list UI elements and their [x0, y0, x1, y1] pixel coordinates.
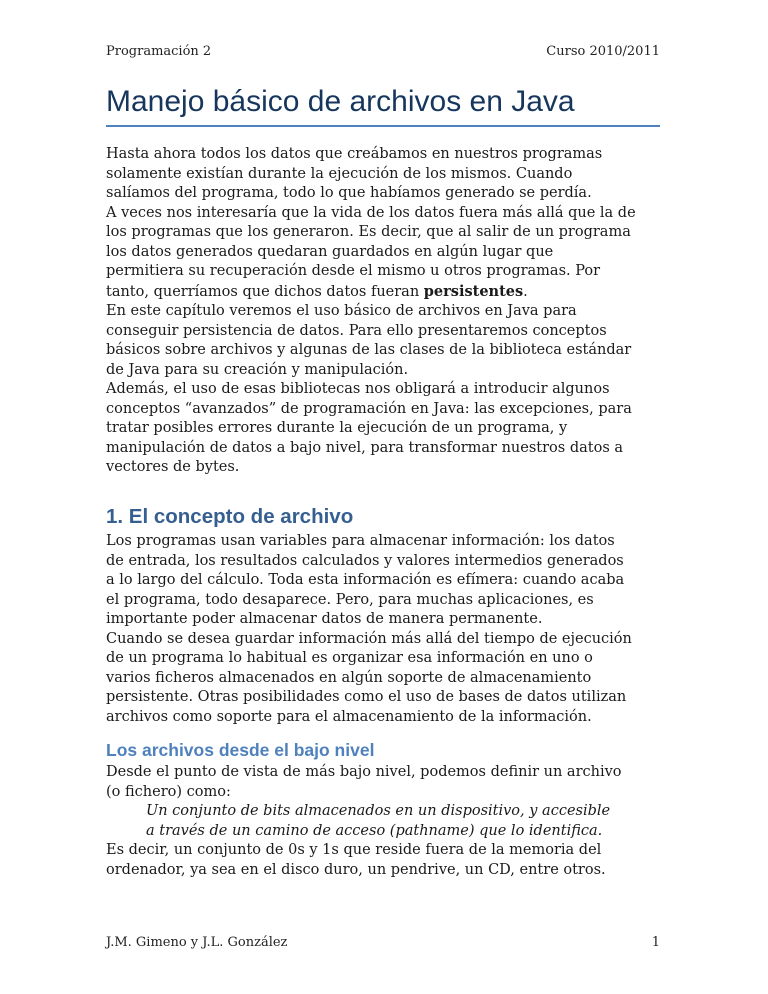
page-number: 1	[651, 935, 660, 950]
text-line: permitiera su recuperación desde el mismo u otros programas. Por	[106, 263, 601, 279]
text-line: varios ficheros almacenados en algún soporte de almacenamiento	[106, 669, 592, 686]
definition-line: a través de un camino de acceso (pathname) que lo identifica.	[146, 822, 603, 839]
text-line: Es decir, un conjunto de 0s y 1s que reside fuera de la memoria del	[106, 842, 602, 858]
text-line: básicos sobre archivos y algunas de las clases de la biblioteca estándar	[106, 342, 632, 358]
text-line: salíamos del programa, todo lo que habíamos generado se perdía.	[106, 185, 592, 201]
text-line: Cuando se desea guardar información más allá del tiempo de ejecución	[106, 630, 632, 647]
text-line: manipulación de datos a bajo nivel, para transformar nuestros datos a	[106, 439, 624, 456]
text-line: Desde el punto de vista de más bajo nivel, podemos definir un archivo	[106, 764, 622, 780]
definition-line: Un conjunto de bits almacenados en un dispositivo, y accesible	[146, 803, 611, 819]
text-line: conceptos “avanzados” de programación en Java: las excepciones, para	[106, 400, 632, 417]
text-line: En este capítulo veremos el uso básico de archivos en Java para	[106, 303, 577, 319]
text-line: persistente. Otras posibilidades como el uso de bases de datos utilizan	[106, 689, 627, 705]
text-line: los programas que los generaron. Es decir, que al salir de un programa	[106, 224, 631, 240]
header-course-year: Curso 2010/2011	[546, 44, 660, 59]
text-line: de un programa lo habitual es organizar esa información en uno o	[106, 650, 593, 666]
footer-authors: J.M. Gimeno y J.L. González	[106, 935, 288, 950]
text-line: de entrada, los resultados calculados y valores intermedios generados	[106, 552, 624, 569]
subsection-paragraph	[106, 763, 622, 880]
text-segment: tanto, querríamos que dichos datos fueran	[106, 283, 424, 300]
header-course-name: Programación 2	[106, 44, 212, 59]
text-line: Los programas usan variables para almacenar información: los datos	[106, 533, 615, 549]
text-line: conseguir persistencia de datos. Para ello presentaremos conceptos	[106, 322, 607, 339]
text-line: archivos como soporte para el almacenamiento de la información.	[106, 708, 592, 725]
text-line: el programa, todo desaparece. Pero, para muchas aplicaciones, es	[106, 591, 594, 608]
bold-term: persistentes	[423, 282, 524, 300]
section-heading: 1. El concepto de archivo	[106, 505, 354, 528]
text-line: a lo largo del cálculo. Toda esta información es efímera: cuando acaba	[106, 572, 625, 588]
document-title: Manejo básico de archivos en Java	[106, 85, 575, 118]
subsection-heading: Los archivos desde el bajo nivel	[106, 740, 375, 760]
text-line: importante poder almacenar datos de manera permanente.	[106, 611, 543, 627]
text-line: solamente existían durante la ejecución de los mismos. Cuando	[106, 165, 573, 182]
text-line: de Java para su creación y manipulación.	[106, 361, 409, 378]
text-line	[106, 282, 636, 303]
text-line: los datos generados quedaran guardados en algún lugar que	[106, 243, 554, 260]
intro-paragraph	[106, 145, 636, 478]
text-line: ordenador, ya sea en el disco duro, un pendrive, un CD, entre otros.	[106, 861, 606, 878]
text-line: vectores de bytes.	[106, 459, 240, 475]
text-line: Hasta ahora todos los datos que creábamos en nuestros programas	[106, 146, 603, 162]
text-line: (o fichero) como:	[106, 783, 231, 800]
text-line: tratar posibles errores durante la ejecución de un programa, y	[106, 420, 568, 436]
section1-paragraph	[106, 532, 632, 727]
title-underline	[106, 125, 660, 127]
text-line: Además, el uso de esas bibliotecas nos obligará a introducir algunos	[106, 381, 610, 397]
text-segment: .	[523, 283, 528, 300]
text-line: A veces nos interesaría que la vida de los datos fuera más allá que la de	[106, 204, 636, 221]
